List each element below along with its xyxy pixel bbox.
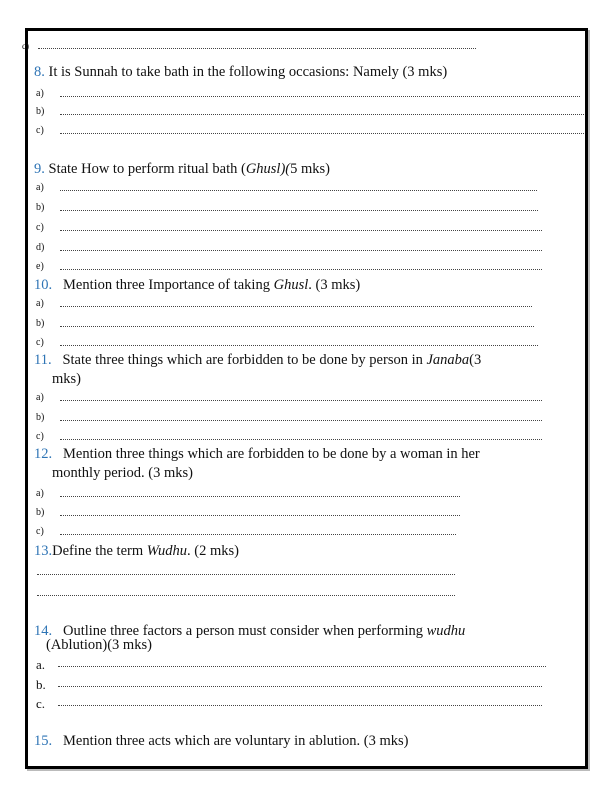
question-14-line2: (Ablution)(3 mks)	[46, 637, 152, 653]
question-10	[34, 277, 360, 293]
answer-line[interactable]	[58, 665, 546, 667]
question-8	[34, 64, 447, 80]
answer-line[interactable]	[60, 268, 542, 270]
question-text: It is Sunnah to take bath in the following occasions: Namely (3 mks)	[48, 64, 448, 80]
answer-label: c)	[36, 125, 44, 136]
question-12	[34, 446, 480, 462]
answer-line[interactable]	[60, 419, 542, 421]
question-text: Mention three Importance of taking Ghusl. (3 mks)	[63, 277, 361, 293]
answer-label: c)	[22, 41, 29, 51]
answer-label: b)	[36, 202, 45, 213]
answer-line[interactable]	[60, 514, 460, 516]
answer-label: a)	[36, 392, 44, 403]
question-12-line2: monthly period. (3 mks)	[52, 465, 193, 481]
answer-line[interactable]	[60, 533, 456, 535]
question-text: Define the term Wudhu. (2 mks)	[52, 543, 239, 559]
answer-line[interactable]	[60, 325, 534, 327]
answer-line[interactable]	[60, 229, 542, 231]
answer-line[interactable]	[60, 344, 538, 346]
question-number: 15.	[34, 733, 53, 749]
answer-line[interactable]	[60, 399, 542, 401]
answer-line[interactable]	[60, 249, 542, 251]
question-11-line2: mks)	[52, 371, 81, 387]
answer-line[interactable]	[60, 132, 584, 134]
question-13	[34, 543, 239, 559]
question-number: 11.	[34, 352, 52, 368]
answer-line[interactable]	[58, 685, 542, 687]
answer-line[interactable]	[58, 704, 542, 706]
answer-line[interactable]	[37, 594, 455, 596]
answer-label: c)	[36, 337, 44, 348]
question-text: Outline three factors a person must consider when performing wudhu	[63, 623, 466, 639]
answer-line[interactable]	[60, 495, 460, 497]
answer-label: a)	[36, 298, 44, 309]
question-number: 10.	[34, 277, 53, 293]
answer-line[interactable]	[60, 209, 538, 211]
answer-line[interactable]	[60, 438, 542, 440]
answer-label: a)	[36, 182, 44, 193]
answer-line[interactable]	[60, 113, 584, 115]
question-number: 13.	[34, 543, 53, 559]
answer-line[interactable]	[60, 95, 580, 97]
question-number: 9.	[34, 161, 45, 177]
answer-label: a)	[36, 88, 44, 99]
answer-line[interactable]	[60, 189, 537, 191]
question-text: Mention three things which are forbidden to be done by a woman in her	[63, 446, 480, 462]
answer-label: b)	[36, 106, 45, 117]
answer-line[interactable]	[37, 573, 455, 575]
answer-line[interactable]	[38, 47, 476, 49]
answer-label: b.	[36, 677, 46, 692]
answer-label: b)	[36, 507, 45, 518]
prev-answer-c	[22, 40, 38, 53]
answer-label: c)	[36, 431, 44, 442]
answer-label: a.	[36, 657, 46, 672]
question-11	[34, 352, 481, 368]
answer-label: d)	[36, 242, 45, 253]
question-number: 8.	[34, 64, 45, 80]
answer-line[interactable]	[60, 305, 532, 307]
question-number: 14.	[34, 623, 53, 639]
answer-label: e)	[36, 261, 44, 272]
question-number: 12.	[34, 446, 53, 462]
question-text: State How to perform ritual bath (Ghusl)(5 mks)	[48, 161, 330, 177]
answer-label: c)	[36, 222, 44, 233]
question-15	[34, 733, 409, 749]
answer-label: a)	[36, 488, 44, 499]
answer-label: c)	[36, 526, 44, 537]
question-text: State three things which are forbidden to be done by person in Janaba(3	[62, 352, 482, 368]
answer-label: b)	[36, 412, 45, 423]
answer-label: c.	[36, 696, 46, 711]
question-9	[34, 161, 330, 177]
answer-label: b)	[36, 318, 45, 329]
question-text: Mention three acts which are voluntary in ablution. (3 mks)	[63, 733, 409, 749]
